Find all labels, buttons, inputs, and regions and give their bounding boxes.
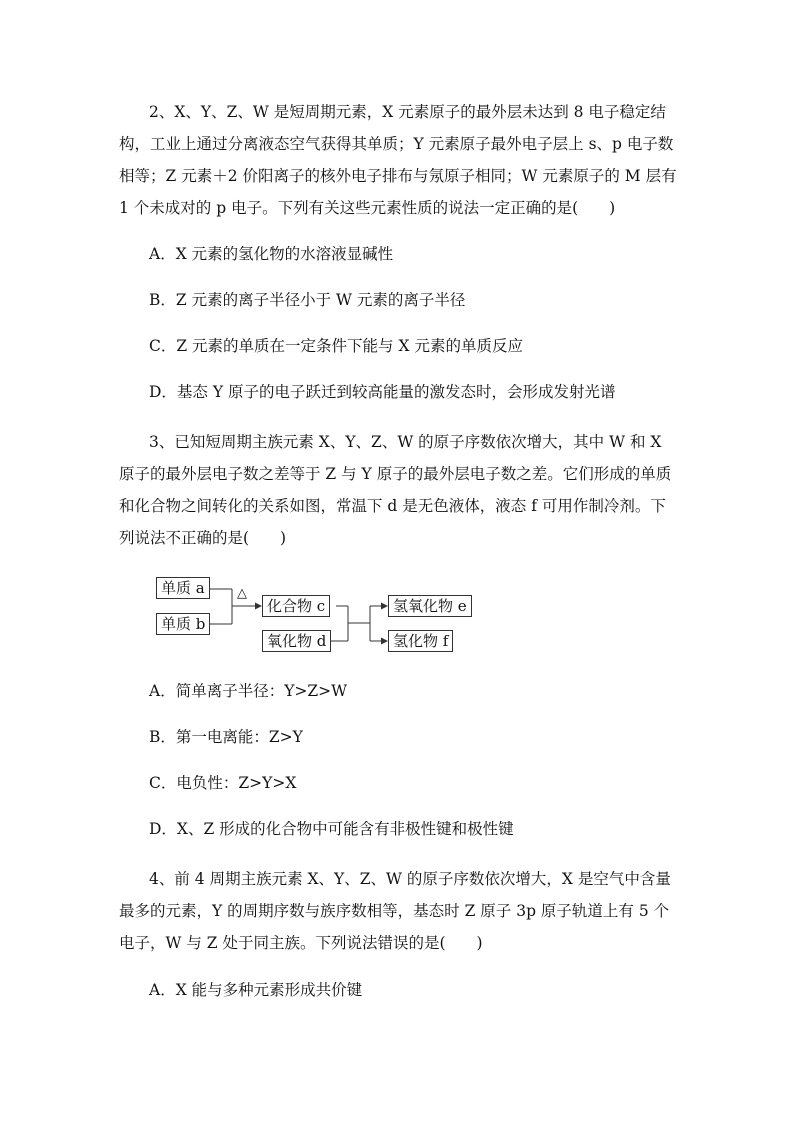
box-substance-a: 单质 a (156, 577, 210, 599)
question-3-option-a: A．简单离子半径：Y>Z>W (149, 682, 348, 700)
box-hydride-f: 氢化物 f (388, 630, 453, 652)
question-3-option-c: C．电负性：Z>Y>X (149, 774, 297, 792)
box-hydroxide-e: 氢氧化物 e (388, 595, 472, 617)
question-3-option-d: D．X、Z 形成的化合物中可能含有非极性键和极性键 (149, 820, 514, 838)
question-2-option-a: A．X 元素的氢化物的水溶液显碱性 (149, 245, 394, 263)
box-substance-b: 单质 b (156, 613, 210, 635)
question-4-stem: 4、前 4 周期主族元素 X、Y、Z、W 的原子序数依次增大，X 是空气中含量最多的元素，Y 的周期序数与族序数相等，基态时 Z 原子 3p 原子轨道上有 5 个电子，W 与 Z 处于同主族。下列说法错误的是( ) (119, 870, 671, 952)
question-2-stem: 2、X、Y、Z、W 是短周期元素，X 元素原子的最外层未达到 8 电子稳定结构，工业上通过分离液态空气获得其单质；Y 元素原子最外电子层上 s、p 电子数相等；Z 元素＋2 价阳离子的核外电子排布与氖原子相同；W 元素原子的 M 层有 1 个未成对的 p 电子。下列有关这些元素性质的说法一定正确的是( ) (119, 103, 677, 217)
question-4-option-a: A．X 能与多种元素形成共价键 (149, 981, 363, 999)
heat-triangle-icon: △ (237, 586, 247, 601)
question-3-stem: 3、已知短周期主族元素 X、Y、Z、W 的原子序数依次增大，其中 W 和 X 原子的最外层电子数之差等于 Z 与 Y 原子的最外层电子数之差。它们形成的单质和化合物之间转化的关系如图，常温下 d 是无色液体，液态 f 可用作制冷剂。下列说法不正确的是( ) (119, 433, 672, 547)
question-3-option-b: B．第一电离能：Z>Y (149, 728, 303, 746)
question-2-option-b: B．Z 元素的离子半径小于 W 元素的离子半径 (149, 291, 466, 309)
question-2-option-d: D．基态 Y 原子的电子跃迁到较高能量的激发态时，会形成发射光谱 (149, 383, 616, 401)
box-oxide-d: 氧化物 d (262, 630, 331, 652)
box-compound-c: 化合物 c (262, 595, 330, 617)
question-2-option-c: C．Z 元素的单质在一定条件下能与 X 元素的单质反应 (149, 337, 523, 355)
